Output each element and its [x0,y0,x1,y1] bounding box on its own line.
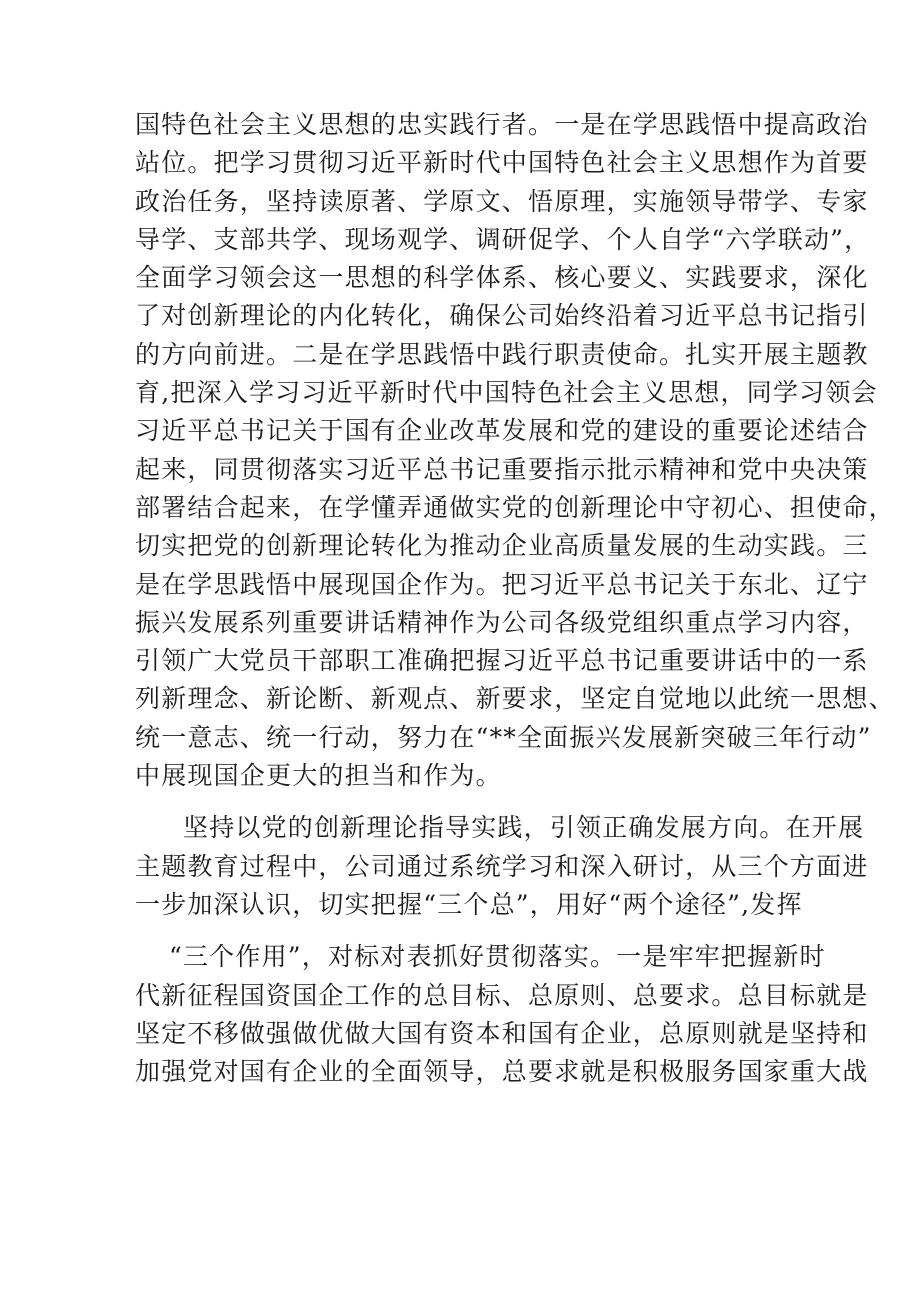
text-line: “三个作用”，对标对表抓好贯彻落实。一是牢牢把握新时 [169,942,826,972]
text-line: 部署结合起来，在学懂弄通做实党的创新理论中守初心、担使命， [135,492,895,522]
text-line: 政治任务，坚持读原著、学原文、悟原理，实施领导带学、专家 [135,186,869,216]
text-line: 国特色社会主义思想的忠实践行者。一是在学思践悟中提高政治 [135,110,869,139]
text-line: 站位。把学习贯彻习近平新时代中国特色社会主义思想作为首要 [135,148,869,178]
text-line: 坚定不移做强做优做大国有资本和国有企业，总原则就是坚持和 [135,1018,869,1048]
text-line: 坚持以党的创新理论指导实践，引领正确发展方向。在开展 [183,813,865,843]
paragraph-spacing [135,924,805,938]
text-line: 加强党对国有企业的全面领导，总要求就是积极服务国家重大战 [135,1057,869,1087]
text-line: 起来，同贯彻落实习近平总书记重要指示批示精神和党中央决策 [135,454,869,484]
text-line: 习近平总书记关于国有企业改革发展和党的建设的重要论述结合 [135,416,869,446]
text-line: 统一意志、统一行动，努力在“**全面振兴发展新突破三年行动” [135,722,872,752]
paragraph [135,809,869,924]
text-line: 导学、支部共学、现场观学、调研促学、个人自学“六学联动”， [135,224,871,254]
text-line: 主题教育过程中，公司通过系统学习和深入研讨，从三个方面进 [135,851,869,881]
text-line: 切实把党的创新理论转化为推动企业高质量发展的生动实践。三 [135,531,869,561]
text-line: 中展现国企更大的担当和作为。 [135,761,502,791]
document-body [135,106,895,1091]
text-line: 的方向前进。二是在学思践悟中践行职责使命。扎实开展主题教 [135,339,869,369]
text-line: 育,把深入学习习近平新时代中国特色社会主义思想，同学习领会 [135,378,878,408]
paragraph [135,106,895,795]
text-line: 引领广大党员干部职工准确把握习近平总书记重要讲话中的一系 [135,646,869,676]
text-line: 是在学思践悟中展现国企作为。把习近平总书记关于东北、辽宁 [135,569,869,599]
text-line: 列新理念、新论断、新观点、新要求，坚定自觉地以此统一思想、 [135,684,895,714]
text-line: 全面学习领会这一思想的科学体系、核心要义、实践要求，深化 [135,263,869,293]
text-line: 一步加深认识，切实把握“三个总”，用好“两个途径”,发挥 [135,889,803,919]
text-line: 振兴发展系列重要讲话精神作为公司各级党组织重点学习内容， [135,607,869,637]
text-line: 了对创新理论的内化转化，确保公司始终沿着习近平总书记指引 [135,301,869,331]
text-line: 代新征程国资国企工作的总目标、总原则、总要求。总目标就是 [135,980,869,1010]
paragraph-spacing [135,795,805,809]
paragraph [135,938,869,1091]
